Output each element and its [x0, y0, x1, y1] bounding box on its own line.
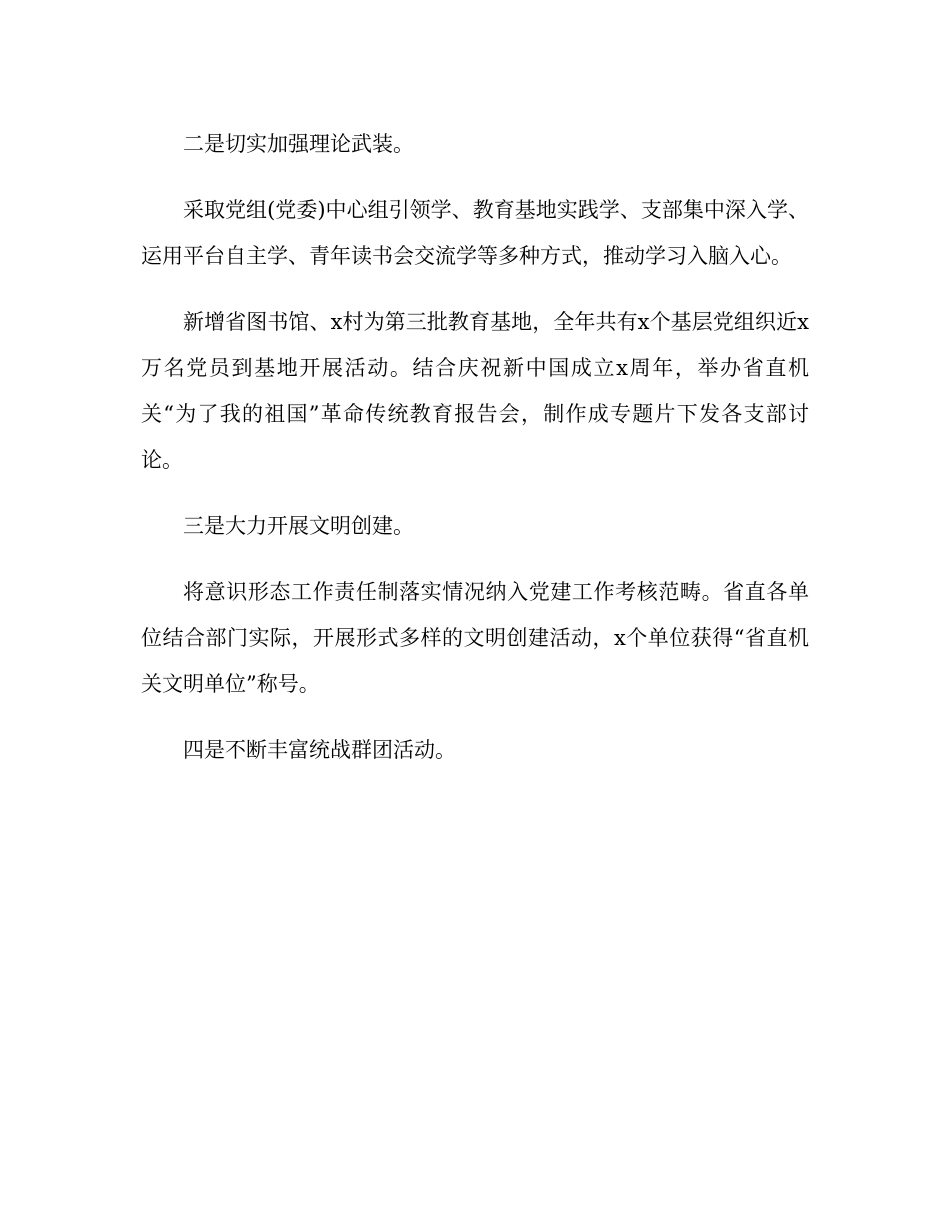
- document-body: [141, 121, 809, 793]
- paragraph-heading-united-front: 四是不断丰富统战群团活动。: [183, 738, 456, 762]
- paragraph-heading-civilization: 三是大力开展文明创建。: [183, 514, 414, 538]
- paragraph-heading-theory: 二是切实加强理论武装。: [183, 132, 414, 156]
- paragraph-education-base: 新增省图书馆、x村为第三批教育基地，全年共有x个基层党组织近x万名党员到基地开展活动。结合庆祝新中国成立x周年，举办省直机关“为了我的祖国”革命传统教育报告会，制作成专题片下发各支部讨论。: [141, 310, 809, 472]
- paragraph-civilization-creation: 将意识形态工作责任制落实情况纳入党建工作考核范畴。省直各单位结合部门实际，开展形式多样的文明创建活动，x个单位获得“省直机关文明单位”称号。: [141, 580, 809, 696]
- paragraph-study-methods: 采取党组(党委)中心组引领学、教育基地实践学、支部集中深入学、运用平台自主学、青年读书会交流学等多种方式，推动学习入脑入心。: [141, 198, 809, 268]
